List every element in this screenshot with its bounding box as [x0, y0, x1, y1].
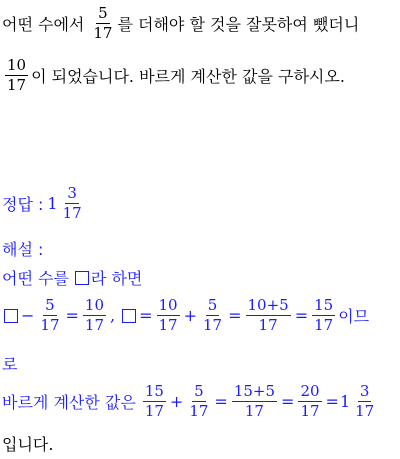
fraction-5-17: $\frac{5}{17}$: [93, 4, 113, 42]
answer-label: 정답 :: [2, 195, 44, 214]
unknown-box-icon: [75, 271, 89, 285]
explanation-ro: 로: [2, 355, 18, 374]
problem-text-c: 이 되었습니다. 바르게 계산한 값을 구하시오.: [31, 67, 345, 86]
problem-text-a: 어떤 수에서: [2, 15, 85, 34]
explanation-final: 바르게 계산한 값은 $\frac{15}{17}$ + $\frac{5}{17}$ = $\frac{15+5}{17}$ = $\frac{20}{17}$ = 1 $\frac{3}{17}$: [2, 382, 375, 420]
explanation-line-1: 어떤 수를 라 하면: [2, 269, 143, 288]
problem-line-2: [2, 58, 345, 93]
explanation-equation: − $\frac{5}{17}$ = $\frac{10}{17}$ , = $\frac{10}{17}$ + $\frac{5}{17}$ = $\frac{10+5}{17}$ = $\frac{15}{17}$ 이므: [2, 298, 369, 333]
explanation-label: 해설 :: [2, 240, 44, 259]
unknown-box-icon: [122, 309, 136, 323]
unknown-box-icon: [4, 309, 18, 323]
problem-line-1: [2, 6, 359, 41]
answer-whole: 1: [47, 194, 58, 213]
answer-fraction: $\frac{3}{17}$: [62, 184, 82, 222]
answer-line: [2, 186, 87, 221]
fraction-10-17: $\frac{10}{17}$: [7, 56, 27, 94]
problem-text-b: 를 더해야 할 것을 잘못하여 뺐더니: [117, 15, 360, 34]
explanation-closing: 입니다.: [2, 435, 54, 454]
